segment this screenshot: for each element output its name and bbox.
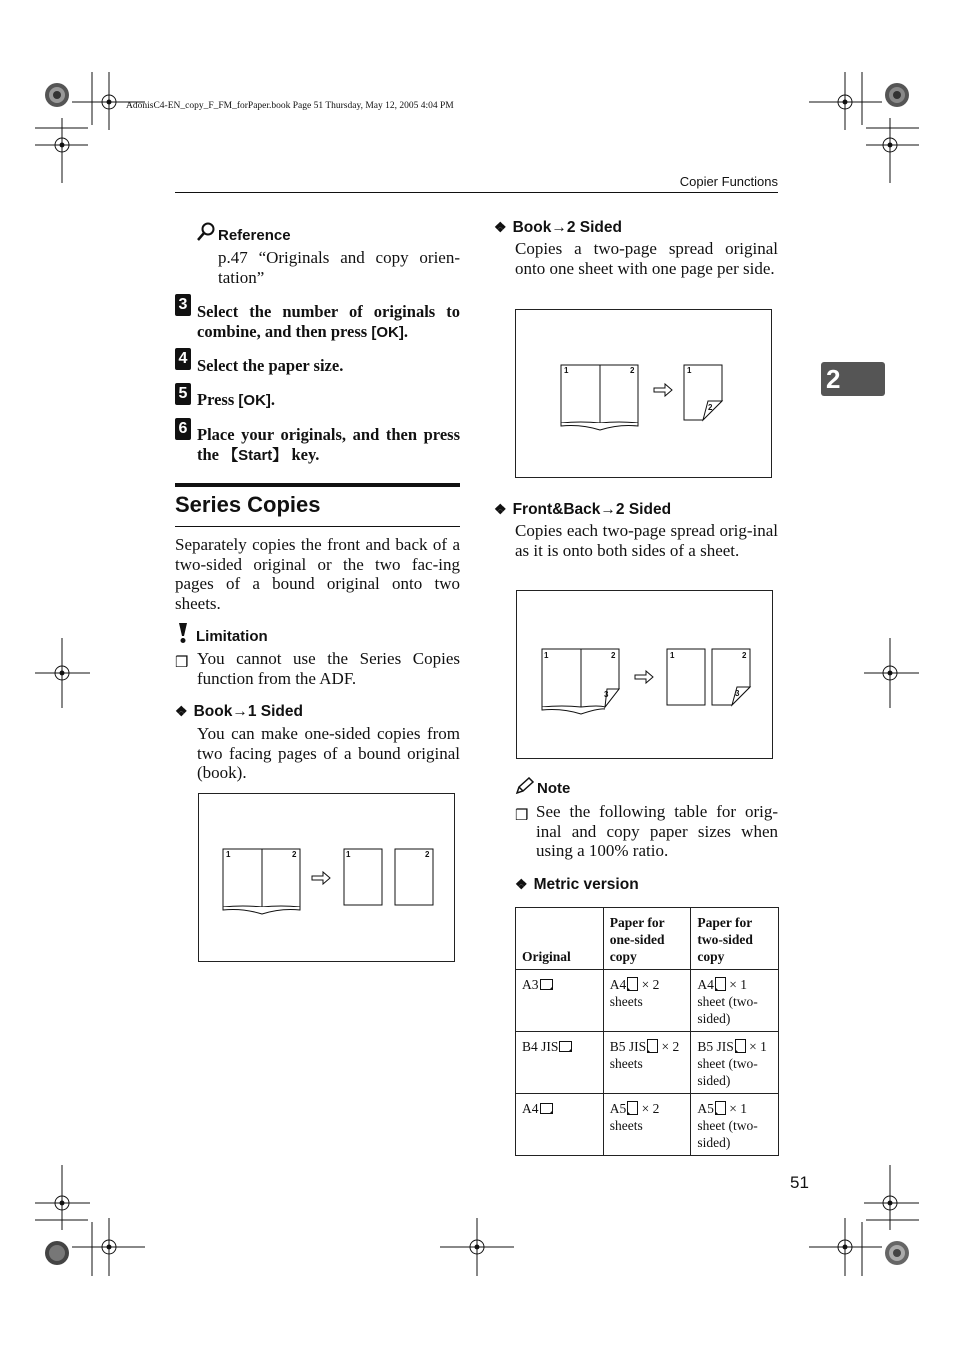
page-label-2: 2: [292, 850, 297, 859]
front-back-2-sided-heading: [494, 501, 671, 519]
step-3-instruction: Select the number of originals to combine, and then press: [197, 302, 460, 341]
book-2-sided-title: Book→2 Sided: [512, 219, 622, 236]
note-title: Note: [537, 780, 571, 797]
section-top-rule: [175, 483, 460, 487]
step-4-text: [197, 356, 460, 376]
paper-size-table: [515, 907, 779, 1156]
table-cell-one-sided: [603, 1032, 691, 1094]
diamond-bullet-icon: ❖: [515, 876, 528, 892]
figure-book-1-sided: [198, 793, 455, 962]
unit: sheets: [609, 1056, 643, 1071]
limitation-icon: [176, 622, 190, 644]
step-3-end: .: [403, 321, 408, 341]
table-cell-two-sided: [691, 1094, 779, 1156]
table-cell-one-sided: [603, 970, 691, 1032]
one-sided-size: A4: [609, 977, 627, 992]
file-info-header: AdonisC4-EN_copy_F_FM_forPaper.book Page 51 Thursday, May 12, 2005 4:04 PM: [126, 101, 454, 111]
book-1-sided-text: You can make one-sided copies from two facing pages of a bound original (book).: [197, 724, 460, 782]
page-label-1: 1: [226, 850, 231, 859]
table-header-two-sided: Paper for two-sided copy: [691, 908, 779, 970]
page-label-1: 1: [544, 651, 549, 660]
page-label-3: 3: [735, 689, 740, 698]
book-1-sided-title: Book→1 Sided: [193, 703, 303, 720]
quantity: × 1: [749, 1039, 767, 1054]
original-size: A4: [522, 1101, 539, 1116]
page-label-1: 1: [346, 850, 351, 859]
landscape-icon: [540, 979, 553, 990]
reference-text: p.47 “Originals and copy orien-tation”: [218, 248, 460, 287]
start-key: 【Start】: [223, 446, 288, 464]
two-sided-size: B5 JIS: [697, 1039, 734, 1054]
one-sided-size: B5 JIS: [609, 1039, 647, 1054]
table-cell-original: [516, 970, 604, 1032]
unit: sheet (two-sided): [697, 1056, 758, 1088]
unit: sheets: [609, 1118, 643, 1133]
ok-key: [OK]: [371, 323, 404, 341]
page-label-1: 1: [564, 366, 569, 375]
quantity: × 2: [641, 1101, 660, 1116]
figure-book-2-sided: [515, 309, 772, 478]
table-header-row: [516, 908, 779, 970]
table-cell-original: [516, 1032, 604, 1094]
book-2-sided-text: Copies a two-page spread original onto one sheet with one page per side.: [515, 239, 778, 278]
front-back-2-sided-diagram: [517, 591, 772, 758]
step-5-text: [197, 390, 460, 411]
page-label-2: 2: [611, 651, 616, 660]
step-3-text: [197, 302, 460, 342]
limitation-title: Limitation: [196, 628, 268, 645]
front-back-2-sided-title: Front&Back→2 Sided: [512, 501, 672, 518]
portrait-icon: [715, 1101, 726, 1115]
diamond-bullet-icon: ❖: [175, 703, 188, 719]
page-label-2: 2: [742, 651, 747, 660]
reference-title: Reference: [218, 227, 291, 244]
page-number: 51: [790, 1173, 809, 1192]
portrait-icon: [627, 1101, 638, 1115]
step-4-instruction: Select the paper size.: [197, 356, 344, 375]
step-6-text: [197, 425, 460, 465]
table-header-one-sided: Paper for one-sided copy: [603, 908, 691, 970]
reference-icon: [196, 222, 216, 242]
ok-key: [OK]: [238, 392, 271, 409]
table-row: [516, 970, 779, 1032]
page-label-2: 2: [708, 403, 713, 412]
book-2-sided-diagram: [516, 310, 771, 477]
quantity: × 1: [729, 977, 747, 992]
book-2-sided-heading: [494, 219, 622, 237]
note-checkbox-icon: ❒: [515, 808, 529, 824]
book-1-sided-diagram: [199, 794, 454, 961]
diamond-bullet-icon: ❖: [494, 219, 507, 235]
step-6-instruction: Place your originals, and then press the: [197, 425, 460, 464]
step-5-instruction: Press: [197, 390, 239, 409]
page-label-2: 2: [630, 366, 635, 375]
step-number-6: 6: [175, 418, 191, 440]
step-5-end: .: [270, 390, 276, 409]
quantity: × 2: [641, 977, 660, 992]
section-bottom-rule: [175, 526, 460, 527]
figure-front-back-2-sided: [516, 590, 773, 759]
step-6-end: key.: [287, 444, 320, 464]
page-label-1: 1: [687, 366, 692, 375]
limitation-text: You cannot use the Series Copies function from the ADF.: [197, 649, 460, 688]
table-cell-two-sided: [691, 1032, 779, 1094]
two-sided-size: A5: [697, 1101, 714, 1116]
two-sided-size: A4: [697, 977, 714, 992]
limitation-checkbox-icon: ❒: [175, 655, 189, 671]
note-icon: [515, 777, 535, 795]
table-cell-one-sided: [603, 1094, 691, 1156]
portrait-icon: [715, 977, 726, 991]
portrait-icon: [627, 977, 638, 991]
quantity: × 1: [729, 1101, 747, 1116]
landscape-icon: [559, 1041, 572, 1052]
section-running-title: Copier Functions: [679, 174, 778, 189]
one-sided-size: A5: [609, 1101, 627, 1116]
table-row: [516, 1094, 779, 1156]
quantity: × 2: [661, 1039, 680, 1054]
original-size: A3: [522, 977, 539, 992]
diamond-bullet-icon: ❖: [494, 501, 507, 517]
portrait-icon: [647, 1039, 658, 1053]
front-back-2-sided-text: Copies each two-page spread orig-inal as it is onto both sides of a sheet.: [515, 521, 778, 560]
unit: sheet (two-sided): [697, 1118, 758, 1150]
page-label-3: 3: [604, 690, 609, 699]
original-size: B4 JIS: [522, 1039, 559, 1054]
note-text: See the following table for orig-inal and copy paper sizes when using a 100% ratio.: [536, 802, 778, 860]
page-label-2: 2: [425, 850, 430, 859]
metric-version-title: Metric version: [533, 876, 639, 893]
step-number-3: 3: [175, 294, 191, 316]
unit: sheet (two-sided): [697, 994, 758, 1026]
table-cell-two-sided: [691, 970, 779, 1032]
table-row: [516, 1032, 779, 1094]
portrait-icon: [735, 1039, 746, 1053]
series-copies-intro: Separately copies the front and back of a two-sided original or the two fac-ing pages of a bound original onto two sheets.: [175, 535, 460, 613]
step-number-5: 5: [175, 383, 191, 405]
unit: sheets: [609, 994, 643, 1009]
metric-version-heading: [515, 876, 639, 894]
table-header-original: Original: [516, 908, 604, 970]
chapter-tab: 2: [821, 362, 885, 396]
step-number-4: 4: [175, 348, 191, 370]
table-cell-original: [516, 1094, 604, 1156]
book-1-sided-heading: [175, 703, 303, 721]
landscape-icon: [540, 1103, 553, 1114]
page-label-1: 1: [670, 651, 675, 660]
header-rule: [175, 192, 778, 193]
section-heading: Series Copies: [175, 492, 321, 517]
